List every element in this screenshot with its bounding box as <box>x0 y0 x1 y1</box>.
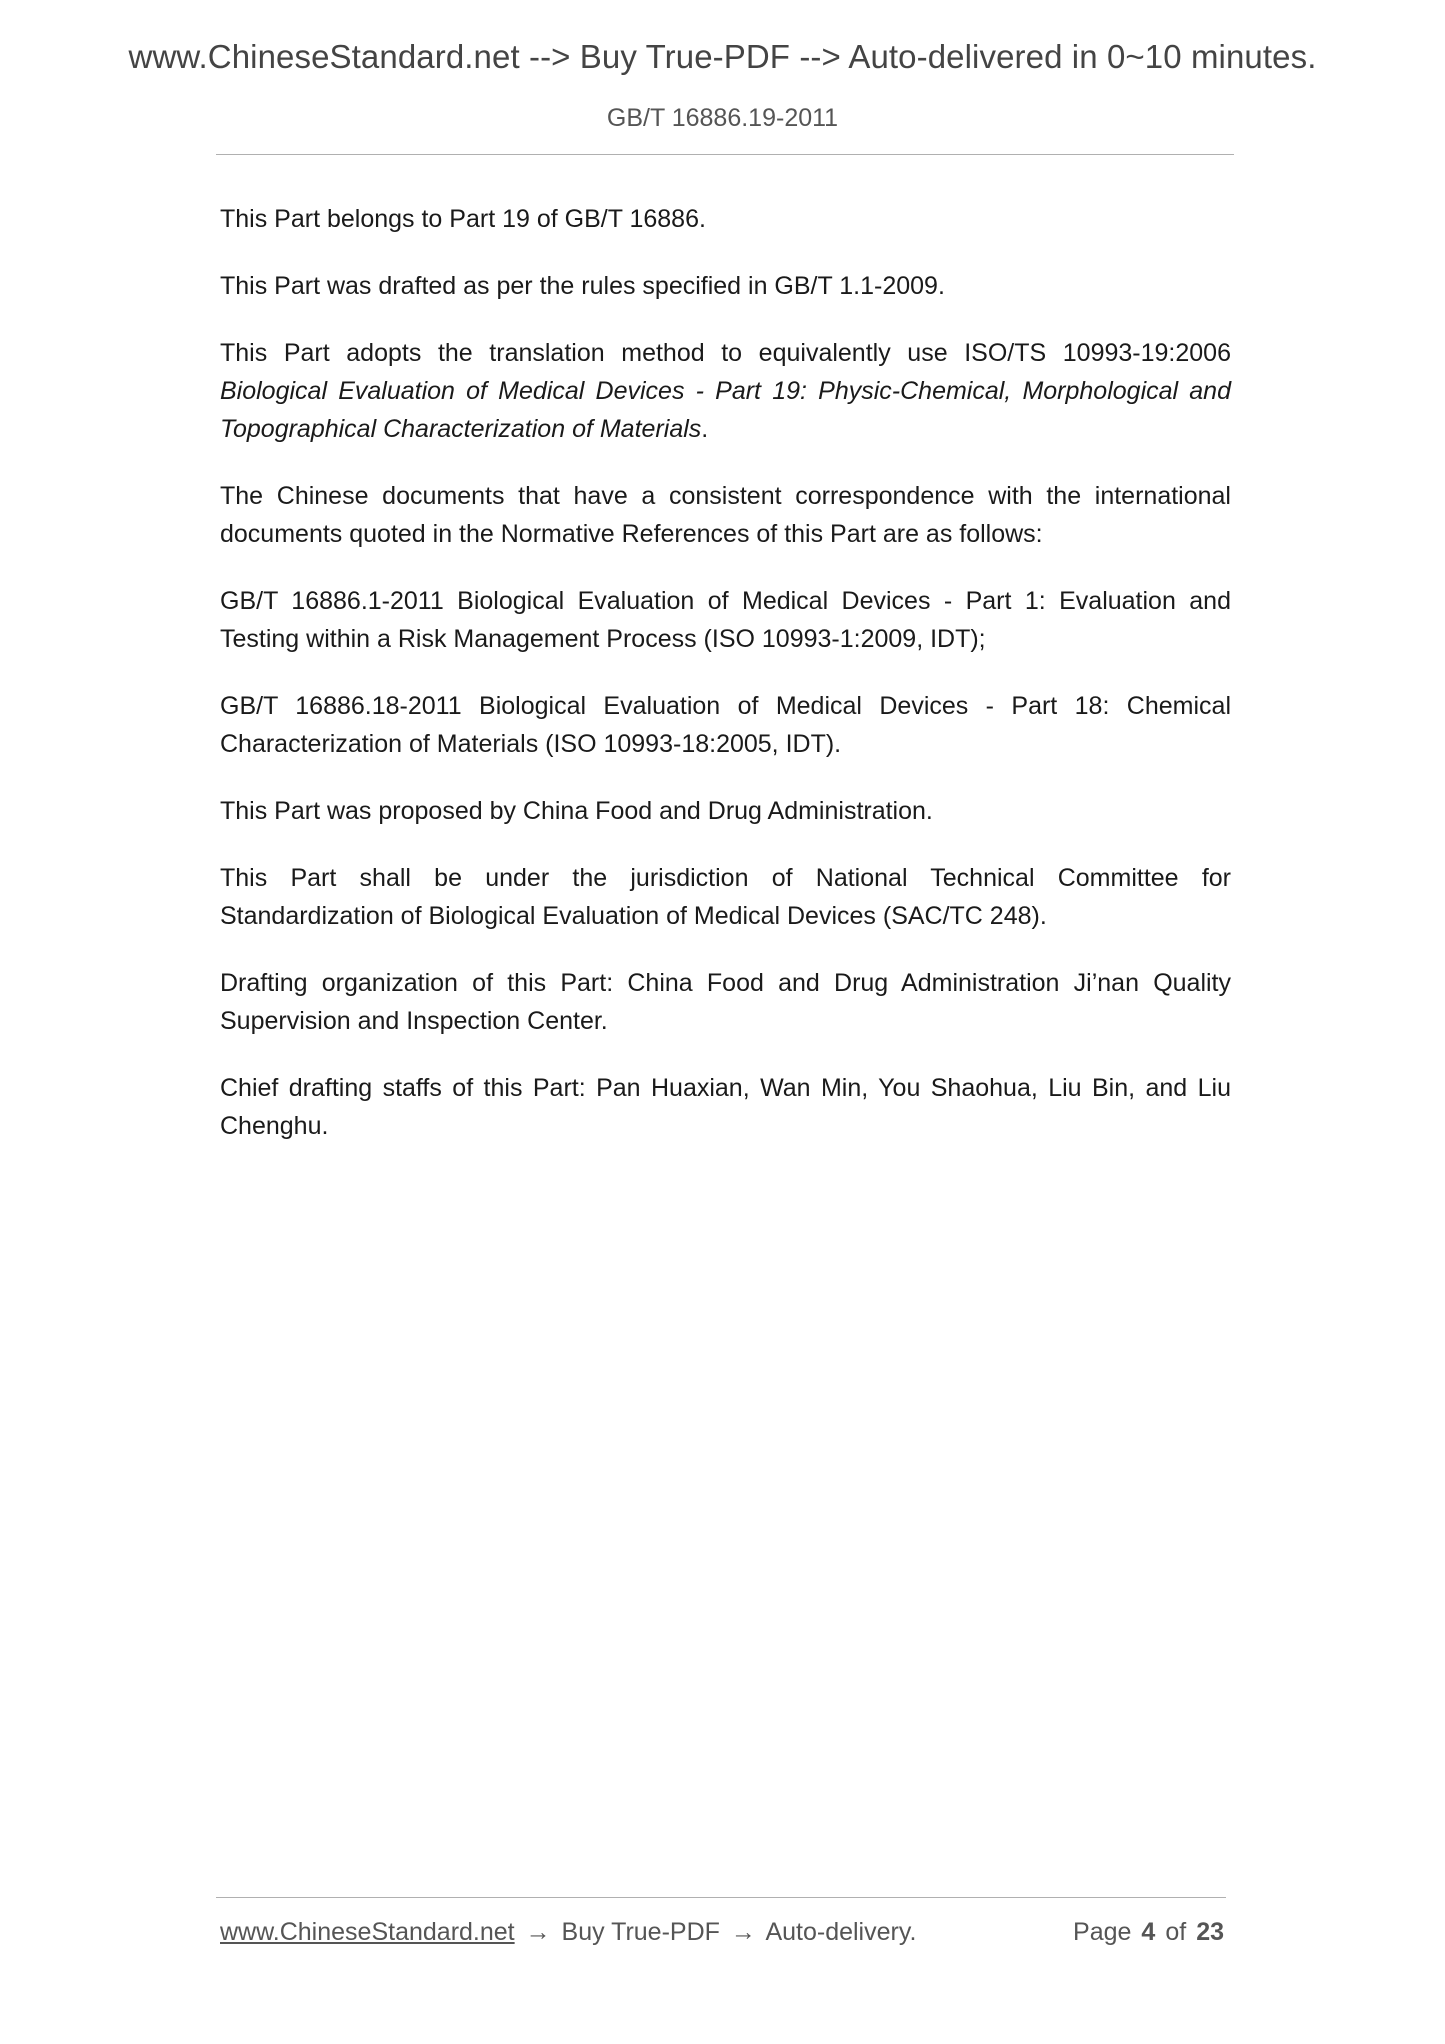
adoption-end-punct: . <box>701 415 709 443</box>
footer-site-link[interactable]: www.ChineseStandard.net <box>220 1918 515 1946</box>
paragraph-correspondence: The Chinese documents that have a consistent correspondence with the international documents quoted in the Normative References of this Part are as follows: <box>220 482 1231 548</box>
footer-delivery-text: Auto-delivery. <box>765 1918 917 1946</box>
arrow-right-icon: → <box>730 1918 756 1946</box>
adoption-lead-text: This Part adopts the translation method to equivalently use ISO/TS 10993-19:2006 <box>220 339 1231 367</box>
footer-divider <box>216 1897 1226 1898</box>
footer-buy-text: Buy True-PDF <box>561 1918 720 1946</box>
document-code: GB/T 16886.19-2011 <box>606 104 839 132</box>
paragraph-reference-part1: GB/T 16886.1-2011 Biological Evaluation of Medical Devices - Part 1: Evaluation and Testing within a Risk Management Process (ISO 10993-1:2009, IDT); <box>220 587 1231 653</box>
paragraph-drafting-rules: This Part was drafted as per the rules specified in GB/T 1.1-2009. <box>220 272 945 300</box>
of-label: of <box>1165 1918 1187 1946</box>
footer-promo <box>220 1918 916 1947</box>
paragraph-drafting-organization: Drafting organization of this Part: China Food and Drug Administration Ji’nan Quality Supervision and Inspection Center. <box>220 969 1231 1035</box>
current-page-number: 4 <box>1141 1918 1156 1946</box>
paragraph-jurisdiction: This Part shall be under the jurisdiction of National Technical Committee for Standardization of Biological Evaluation of Medical Devices (SAC/TC 248). <box>220 864 1231 930</box>
paragraph-reference-part18: GB/T 16886.18-2011 Biological Evaluation of Medical Devices - Part 18: Chemical Characterization of Materials (ISO 10993-18:2005, IDT). <box>220 692 1231 758</box>
top-banner: www.ChineseStandard.net --> Buy True-PDF --> Auto-delivered in 0~10 minutes. <box>128 38 1317 75</box>
page-label: Page <box>1073 1918 1132 1946</box>
document-body <box>220 200 1231 1174</box>
arrow-right-icon: → <box>525 1918 551 1946</box>
page-indicator <box>1073 1918 1224 1947</box>
total-pages-number: 23 <box>1196 1918 1224 1946</box>
paragraph-drafting-staff: Chief drafting staffs of this Part: Pan Huaxian, Wan Min, You Shaohua, Liu Bin, and Liu Chenghu. <box>220 1074 1231 1140</box>
header-divider <box>216 154 1234 155</box>
paragraph-part-membership: This Part belongs to Part 19 of GB/T 16886. <box>220 205 706 233</box>
paragraph-proposer: This Part was proposed by China Food and Drug Administration. <box>220 797 933 825</box>
paragraph-adoption <box>220 334 1231 448</box>
adopted-standard-title: Biological Evaluation of Medical Devices - Part 19: Physic-Chemical, Morphological and Topographical Characterization of Materials <box>220 377 1231 443</box>
